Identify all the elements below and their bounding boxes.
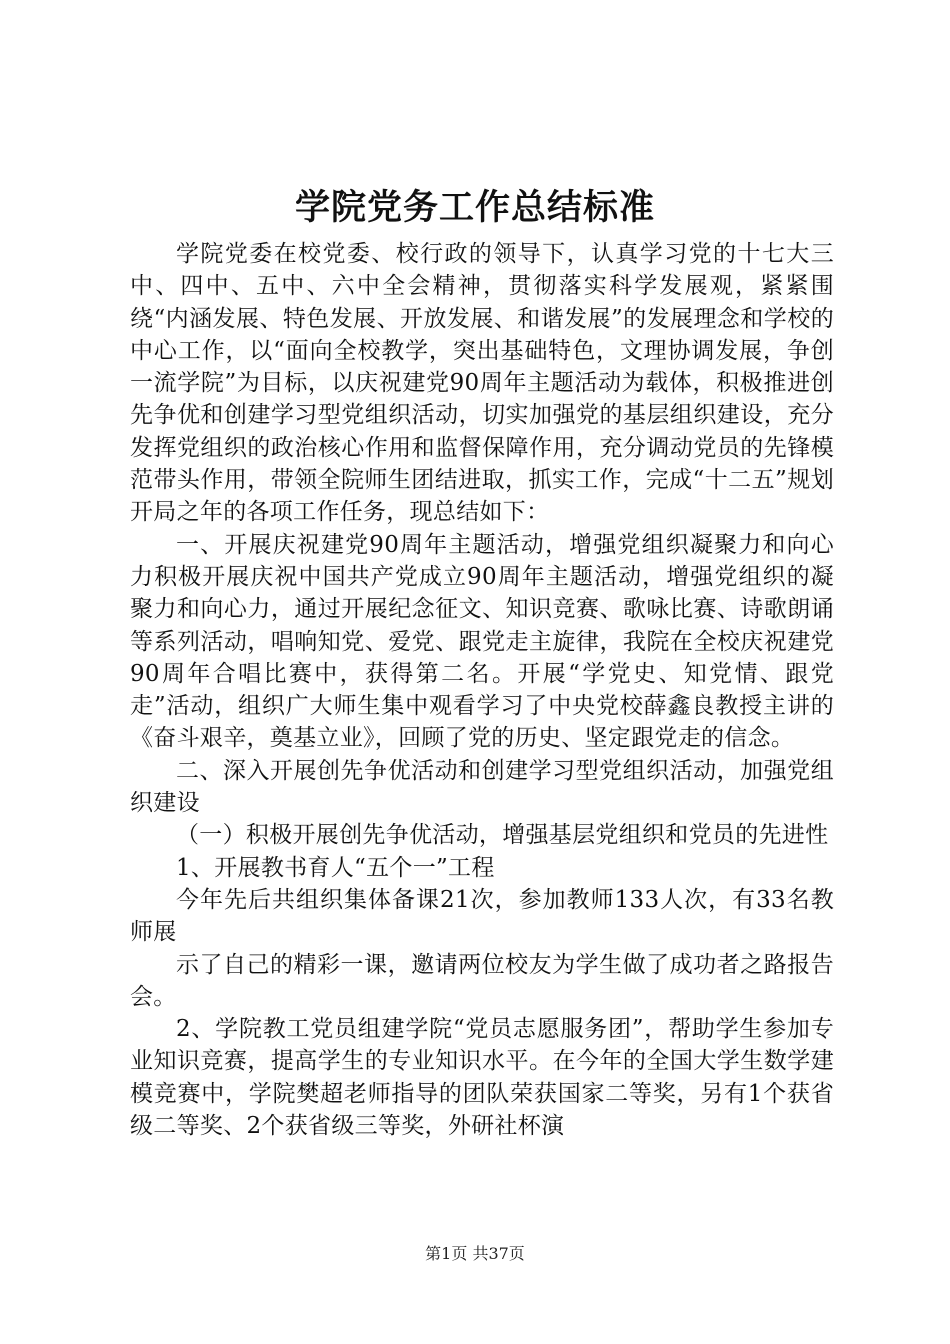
paragraph-subsection-1-heading: （一）积极开展创先争优活动，增强基层党组织和党员的先进性: [176, 822, 829, 849]
document-body: [130, 238, 834, 1142]
paragraph-section-1: 一、开展庆祝建党90周年主题活动，增强党组织凝聚力和向心力积极开展庆祝中国共产党成立90周年主题活动，增强党组织的凝聚力和向心力，通过开展纪念征文、知识竞赛、歌咏比赛、诗歌朗诵等系列活动，唱响知党、爱党、跟党走主旋律，我院在全校庆祝建党90周年合唱比赛中，获得第二名。开展“学党史、知党情、跟党走”活动，组织广大师生集中观看学习了中央党校薛鑫良教授主讲的《奋斗艰辛，奠基立业》，回顾了党的历史、坚定跟党走的信念。: [130, 531, 834, 752]
page-indicator: 第1页 共37页: [425, 1244, 525, 1263]
paragraph-item-2: 2、学院教工党员组建学院“党员志愿服务团”，帮助学生参加专业知识竞赛，提高学生的专业知识水平。在今年的全国大学生数学建模竞赛中，学院樊超老师指导的团队荣获国家二等奖，另有1个获省级二等奖、2个获省级三等奖，外研社杯演: [130, 1016, 834, 1140]
paragraph-intro: 学院党委在校党委、校行政的领导下，认真学习党的十七大三中、四中、五中、六中全会精神，贯彻落实科学发展观，紧紧围绕“内涵发展、特色发展、开放发展、和谐发展”的发展理念和学校的中心工作，以“面向全校教学，突出基础特色，文理协调发展，争创一流学院”为目标，以庆祝建党90周年主题活动为载体，积极推进创先争优和创建学习型党组织活动，切实加强党的基层组织建设，充分发挥党组织的政治核心作用和监督保障作用，充分调动党员的先锋模范带头作用，带领全院师生团结进取，抓实工作，完成“十二五”规划开局之年的各项工作任务，现总结如下：: [130, 241, 834, 526]
paragraph-item-1-body-b: 示了自己的精彩一课，邀请两位校友为学生做了成功者之路报告会。: [130, 951, 834, 1010]
paragraph-item-1-body-a: 今年先后共组织集体备课21次，参加教师133人次，有33名教师展: [130, 886, 834, 946]
document-title: 学院党务工作总结标准: [294, 188, 655, 228]
paragraph-item-1-heading: 1、开展教书育人“五个一”工程: [176, 854, 495, 881]
paragraph-section-2-heading: 二、深入开展创先争优活动和创建学习型党组织活动，加强党组织建设: [130, 757, 834, 817]
